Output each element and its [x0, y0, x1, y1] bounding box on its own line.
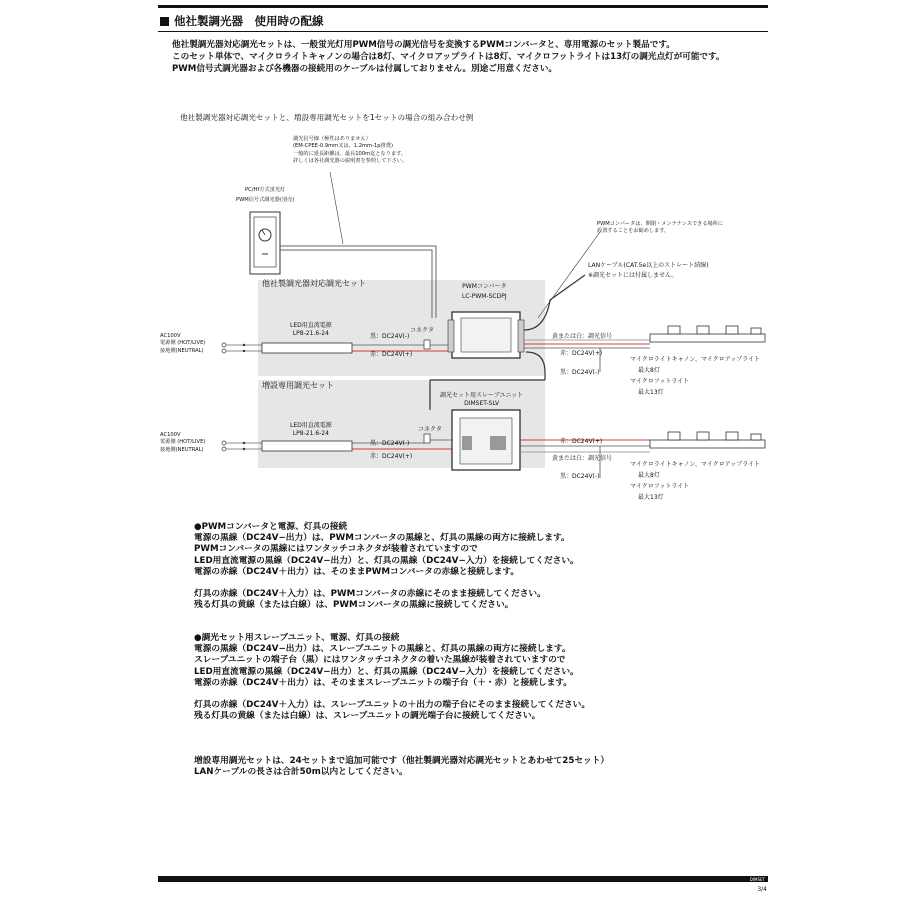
- psu-label-1: LED用直流電源 LP8-21.6-24: [290, 322, 332, 337]
- wire-yellow-1: 黄または白：調光信号: [552, 333, 613, 340]
- connector-label-1: コネクタ: [410, 327, 434, 334]
- connector-label-2: コネクタ: [418, 426, 442, 433]
- diagram-caption: 他社製調光器対応調光セットと、増設専用調光セットを1セットの場合の組み合わせ例: [180, 113, 474, 122]
- connector-2: [424, 434, 430, 443]
- ac-label-2: AC100V 電源側 (HOT/LIVE) 接地側(NEUTRAL): [160, 432, 206, 453]
- page-number: 3/4: [757, 886, 767, 893]
- dimmer-label: PC/Hf方式蛍光灯 PWM信号式調光器(別売): [236, 187, 295, 203]
- fixtures-row-2: [650, 432, 765, 448]
- converter-label: PWMコンバータ LC-PWM-SCDPJ: [462, 283, 507, 300]
- page-title: 他社製調光器 使用時の配線: [160, 13, 324, 29]
- wire-black-1: 黒：DC24V(-): [370, 333, 410, 340]
- fixtures-label-2: マイクロライトキャノン、マイクロアップライト 最大8灯 マイクロフットライト 最大13灯: [630, 461, 761, 501]
- wire-black-out-1: 黒：DC24V(-): [560, 369, 600, 376]
- wire-black-out-2: 黒：DC24V(-): [560, 473, 600, 480]
- ac-plug-2: [222, 441, 262, 451]
- intro-line-3: PWM信号式調光器および各機器の接続用のケーブルは付属しておりません。別途ご用意ください。: [172, 64, 558, 74]
- lan-label: LANケーブル(CAT.5e以上のストレート結線) ※調光セットには付属しません。: [588, 262, 709, 279]
- psu-label-2: LED用直流電源 LP8-21.6-24: [290, 422, 332, 437]
- signal-note: 調光信号線（極性はありません） (EM-CPEE-0.9mm又は、1.2mm-1p推奨) 一般的に延長距離は、最長100m迄となります。 詳しくは各社調光器の説明書を参照して下さい。: [293, 136, 408, 165]
- notes: 増設専用調光セットは、24セットまで追加可能です（他社製調光器対応調光セットとあわせて25セット） LANケーブルの長さは合計50m以内としてください。: [194, 756, 610, 778]
- psu-2: [262, 441, 352, 451]
- section-slave-unit: ●調光セット用スレーブユニット、電源、灯具の接続 電源の黒線（DC24V−出力）は、スレーブユニットの黒線と、灯具の黒線の両方に接続します。 スレーブユニットの端子台（黒）にはワンタッチコネクタの着いた黒線が装着されていますので LED用直流電源の黒線（DC24V−出力）と、灯具の黒線（DC24V−入力）を接続してください。 電源の赤線（DC24V＋出力）は、そのままスレーブユニットの端子台（＋・赤）と接続します。 灯具の赤線（DC24V＋入力）は、スレーブユニットの＋出力の端子台にそのまま接続してください。 残る灯具の黄線（または白線）は、スレーブユニットの調光端子台に接続してください。: [194, 633, 591, 722]
- intro-line-2: このセット単体で、マイクロライトキャノンの場合は8灯、マイクロアップライトは8灯、マイクロフットライトは13灯の調光点灯が可能です。: [172, 52, 725, 62]
- slave-label: 調光セット用スレーブユニット DIMSET-SLV: [440, 392, 524, 407]
- fixtures-label-1: マイクロライトキャノン、マイクロアップライト 最大8灯 マイクロフットライト 最大13灯: [630, 356, 761, 396]
- section-pwm-converter: ●PWMコンバータと電源、灯具の接続 電源の黒線（DC24V−出力）は、PWMコンバータの黒線と、灯具の黒線の両方に接続します。 PWMコンバータの黒線にはワンタッチコネクタが装着されていますので LED用直流電源の黒線（DC24V−出力）と、灯具の黒線（DC24V−入力）を接続してください。 電源の赤線（DC24V＋出力）は、そのままPWMコンバータの赤線と接続します。 灯具の赤線（DC24V＋入力）は、PWMコンバータの赤線にそのまま接続してください。 残る灯具の黄線（または白線）は、PWMコンバータの黒線に接続してください。: [194, 522, 579, 611]
- wire-red-2: 赤：DC24V(+): [370, 453, 413, 460]
- wire-yellow-2: 黄または白：調光信号: [552, 455, 613, 462]
- connector-1: [424, 340, 430, 349]
- fixtures-row-1: [650, 326, 765, 342]
- footer-code: DIMSET: [749, 877, 765, 882]
- intro-line-1: 他社製調光器対応調光セットは、一般蛍光灯用PWM信号の調光信号を変換するPWMコンバータと、専用電源のセット製品です。: [172, 40, 675, 50]
- wire-red-1: 赤：DC24V(+): [370, 351, 413, 358]
- footer-bar: [158, 876, 768, 882]
- wire-red-out-1: 赤：DC24V(+): [560, 350, 603, 357]
- ac-plug-1: [222, 343, 262, 353]
- set1-label: 他社製調光器対応調光セット: [262, 279, 366, 288]
- set2-label: 増設専用調光セット: [262, 381, 334, 390]
- wire-red-out-2: 赤：DC24V(+): [560, 438, 603, 445]
- wire-black-2: 黒：DC24V(-): [370, 440, 410, 447]
- psu-1: [262, 343, 352, 353]
- converter-note: PWMコンバータは、開閉・メンテナンスできる場所に 設置することをお勧めします。: [597, 221, 724, 234]
- ac-label-1: AC100V 電源側 (HOT/LIVE) 接地側(NEUTRAL): [160, 333, 206, 354]
